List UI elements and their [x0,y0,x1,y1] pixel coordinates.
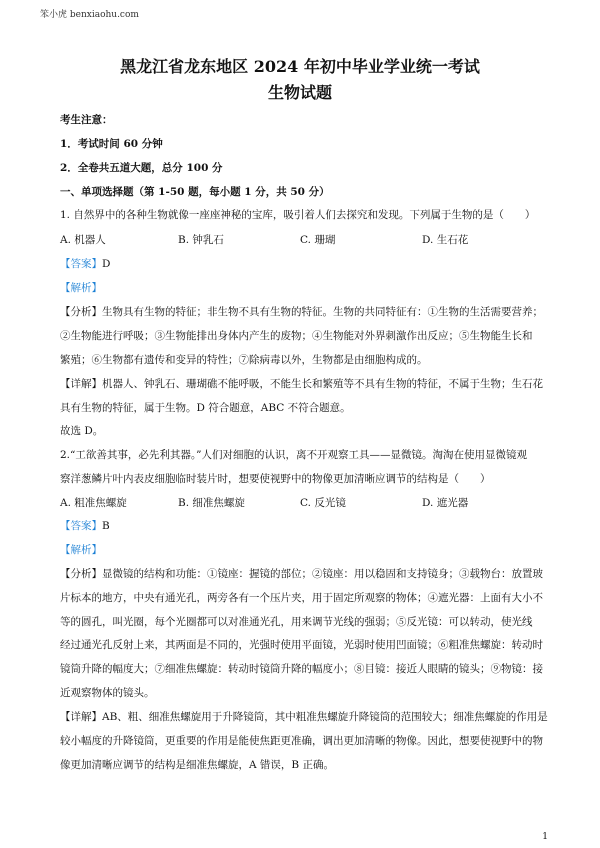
q1-xiangjie-text: 机器人、钟乳石、珊瑚礁不能呼吸，不能生长和繁殖等不具有生物的特征，不属于生物；生石花 [102,378,543,390]
q2-stem-line-1: 2.“工欲善其事，必先利其器。”人们对细胞的认识，离不开观察工具——显微镜。淘淘在使用显微镜观 [60,449,528,461]
q1-stem: 1. 自然界中的各种生物就像一座座神秘的宝库，吸引着人们去探究和发现。下列属于生物的是（ ） [60,209,536,221]
q1-xiangjie-line-1 [60,377,554,391]
q1-fenxi-line-3: 繁殖；⑥生物都有遗传和变异的特性；⑦除病毒以外，生物都是由细胞构成的。 [60,354,428,366]
section-heading: 一、单项选择题（第 1-50 题，每小题 1 分，共 50 分） [60,186,330,198]
q1-answer-tag: 【答案】 [60,258,102,270]
q2-fenxi-text: 显微镜的结构和功能：①镜座：握镜的部位；②镜座：用以稳固和支持镜身；③载物台：放置玻 [102,568,543,580]
q2-option-d: D. 遮光器 [422,497,469,509]
watermark-text: 笨小虎 benxiaohu.com [40,10,139,20]
q1-xiangjie-tag: 【详解】 [60,378,102,390]
q1-option-a: A. 机器人 [60,234,106,246]
q2-xiangjie-line-2: 较小幅度的升降镜筒，更重要的作用是能使焦距更准确，调出更加清晰的物像。因此，想要使视野中的物 [60,735,543,747]
q1-jiexi-tag: 【解析】 [60,282,102,294]
q1-option-c: C. 珊瑚 [300,234,336,246]
q1-option-b: B. 钟乳石 [178,234,224,246]
exam-subtitle: 生物试题 [267,83,332,102]
q2-stem-line-2: 察洋葱鳞片叶内表皮细胞临时装片时，想要使视野中的物像更加清晰应调节的结构是（ ） [60,473,491,485]
q1-xiangjie-line-2: 具有生物的特征，属于生物。D 符合题意，ABC 不符合题意。 [60,402,351,414]
q2-fenxi-line-3: 等的圆孔，叫光圈，每个光圈都可以对准通光孔，用来调节光线的强弱；⑤反光镜：可以转动，使光线 [60,616,533,628]
q1-xiangjie-line-3: 故选 D。 [60,425,104,437]
page-number: 1 [542,832,548,842]
q2-xiangjie-tag: 【详解】 [60,711,102,723]
q2-fenxi-line-5: 镜筒升降的幅度大；⑦细准焦螺旋：转动时镜筒升降的幅度小；⑧目镜：接近人眼睛的镜头；⑨物镜：接 [60,663,543,675]
q2-jiexi-tag: 【解析】 [60,544,102,556]
q1-fenxi-text: 生物具有生物的特征；非生物不具有生物的特征。生物的共同特征有：①生物的生活需要营养； [102,306,543,318]
q2-fenxi-line-2: 片标本的地方，中央有通光孔，两旁各有一个压片夹，用于固定所观察的物体；④遮光器：上面有大小不 [60,592,543,604]
note-item-1: 1．考试时间 60 分钟 [60,138,163,150]
q1-fenxi-line-1 [60,305,554,319]
q1-options [60,233,554,247]
q2-option-a: A. 粗准焦螺旋 [60,497,127,509]
q2-xiangjie-text: AB、粗、细准焦螺旋用于升降镜筒，其中粗准焦螺旋升降镜筒的范围较大；细准焦螺旋的作用是 [102,711,548,723]
note-item-2: 2．全卷共五道大题，总分 100 分 [60,162,223,174]
q2-fenxi-line-1 [60,567,554,581]
q1-fenxi-line-2: ②生物能进行呼吸；③生物能排出身体内产生的废物；④生物能对外界刺激作出反应；⑤生物能生长和 [60,330,533,342]
q2-answer-tag: 【答案】 [60,520,102,532]
q1-option-d: D. 生石花 [422,234,469,246]
q2-fenxi-line-4: 经过通光孔反射上来，其两面是不同的，光强时使用平面镜，光弱时使用凹面镜；⑥粗准焦螺旋：转动时 [60,639,543,651]
q2-fenxi-tag: 【分析】 [60,568,102,580]
q2-answer: B [102,520,110,532]
q2-options [60,496,554,510]
q1-answer-line [60,257,554,271]
q1-fenxi-tag: 【分析】 [60,306,102,318]
exam-title: 黑龙江省龙东地区 2024 年初中毕业学业统一考试 [120,57,480,76]
q2-option-c: C. 反光镜 [300,497,346,509]
q2-answer-line [60,519,554,533]
notes-heading: 考生注意： [60,114,113,126]
q2-xiangjie-line-1 [60,710,554,724]
q2-xiangjie-line-3: 像更加清晰应调节的结构是细准焦螺旋，A 错误，B 正确。 [60,759,334,771]
q2-option-b: B. 细准焦螺旋 [178,497,245,509]
q1-answer: D [102,258,111,270]
q2-fenxi-line-6: 近观察物体的镜头。 [60,687,155,699]
